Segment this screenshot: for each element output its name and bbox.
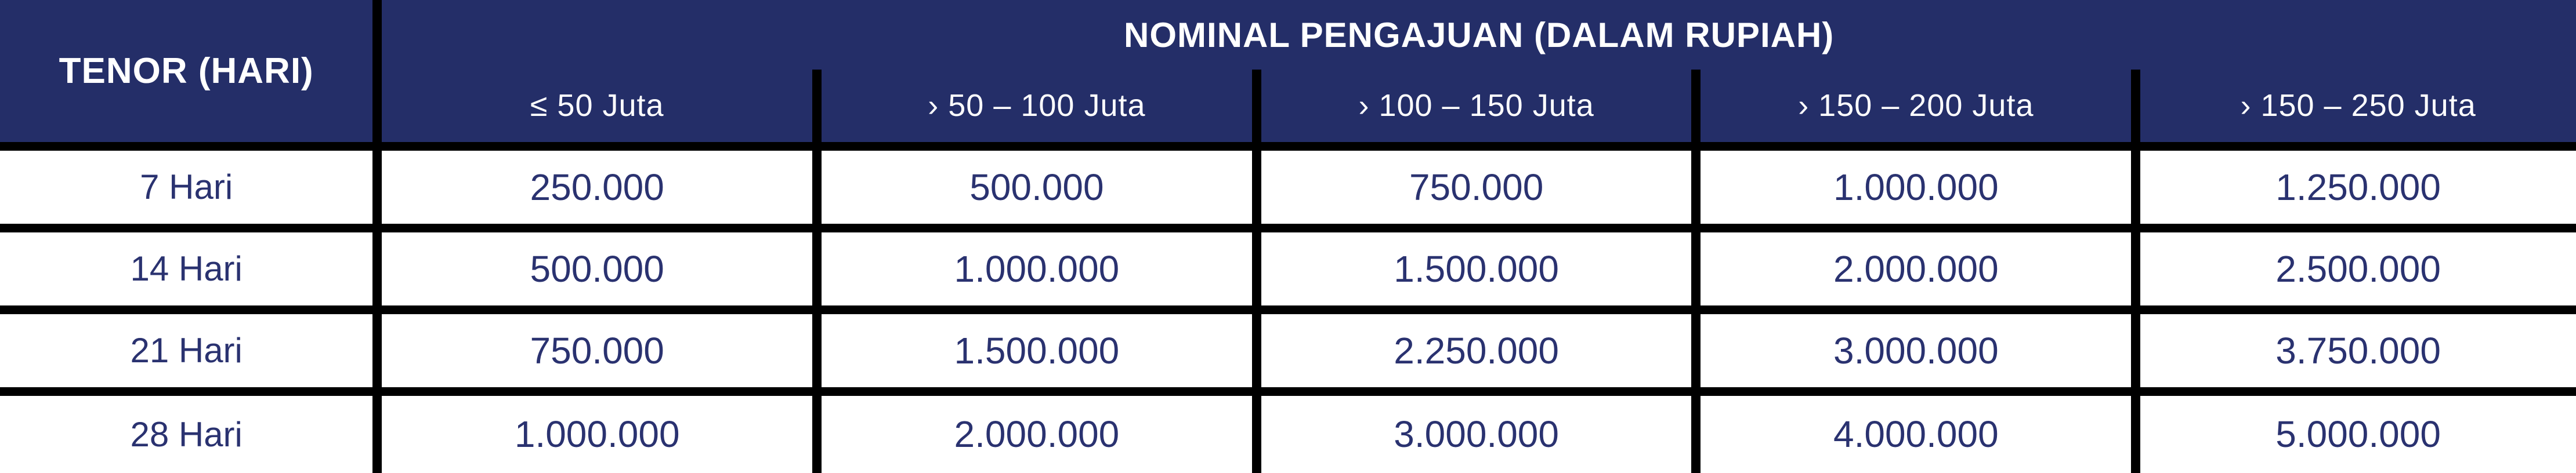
value-cell: 1.000.000 — [1696, 146, 2136, 228]
nominal-header-cell: NOMINAL PENGAJUAN (DALAM RUPIAH) — [377, 0, 2576, 70]
value-cell: 750.000 — [1257, 146, 1696, 228]
value-cell: 3.000.000 — [1696, 310, 2136, 391]
value-cell: 2.000.000 — [817, 391, 1257, 473]
value-cell: 1.250.000 — [2136, 146, 2576, 228]
value-cell: 1.000.000 — [377, 391, 817, 473]
value-cell: 3.750.000 — [2136, 310, 2576, 391]
tenor-header-cell: TENOR (HARI) — [0, 0, 377, 146]
value-cell: 500.000 — [377, 228, 817, 310]
header-row-main — [0, 0, 2576, 70]
tenor-cell: 28 Hari — [0, 391, 377, 473]
value-cell: 4.000.000 — [1696, 391, 2136, 473]
header-row-sub — [0, 70, 2576, 146]
table-row — [0, 146, 2576, 228]
column-header-150-200: › 150 – 200 Juta — [1696, 70, 2136, 146]
value-cell: 3.000.000 — [1257, 391, 1696, 473]
table-row — [0, 310, 2576, 391]
value-cell: 1.500.000 — [1257, 228, 1696, 310]
column-header-le-50: ≤ 50 Juta — [377, 70, 817, 146]
value-cell: 2.250.000 — [1257, 310, 1696, 391]
tenor-cell: 14 Hari — [0, 228, 377, 310]
value-cell: 250.000 — [377, 146, 817, 228]
value-cell: 1.500.000 — [817, 310, 1257, 391]
column-header-150-250: › 150 – 250 Juta — [2136, 70, 2576, 146]
column-header-50-100: › 50 – 100 Juta — [817, 70, 1257, 146]
value-cell: 5.000.000 — [2136, 391, 2576, 473]
value-cell: 1.000.000 — [817, 228, 1257, 310]
value-cell: 500.000 — [817, 146, 1257, 228]
tenor-cell: 21 Hari — [0, 310, 377, 391]
table-row — [0, 391, 2576, 473]
value-cell: 2.000.000 — [1696, 228, 2136, 310]
value-cell: 750.000 — [377, 310, 817, 391]
column-header-100-150: › 100 – 150 Juta — [1257, 70, 1696, 146]
table-row — [0, 228, 2576, 310]
tenor-cell: 7 Hari — [0, 146, 377, 228]
value-cell: 2.500.000 — [2136, 228, 2576, 310]
